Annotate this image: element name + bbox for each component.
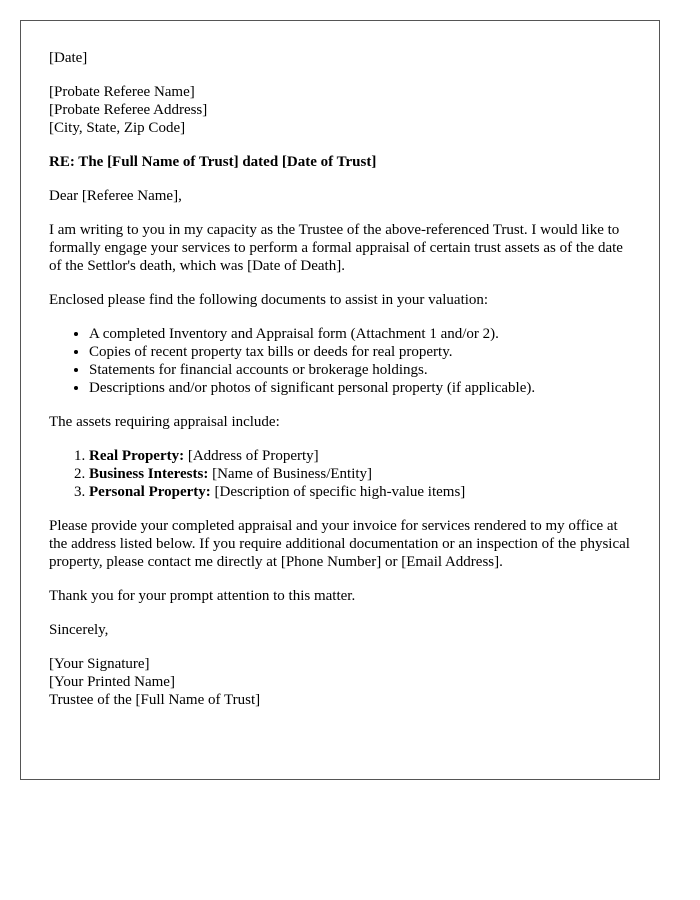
request-paragraph: Please provide your completed appraisal and your invoice for services rendered to my office at the address listed below. If you require additional documentation or an inspection of the physical property, please contact me directly at [Phone Number] or [Email Address]. (49, 518, 630, 570)
list-item (89, 465, 631, 483)
list-item (89, 447, 631, 465)
thanks-paragraph: Thank you for your prompt attention to this matter. (49, 588, 356, 604)
list-item: • Copies of recent property tax bills or deeds for real property. (89, 343, 631, 361)
salutation: Dear [Referee Name], (49, 188, 182, 204)
asset-label: Business Interests: (89, 466, 209, 482)
asset-label: Real Property: (89, 448, 185, 464)
letter-date: [Date] (49, 50, 88, 66)
documents-list (49, 325, 631, 397)
asset-label: Personal Property: (89, 484, 211, 500)
intro-paragraph: I am writing to you in my capacity as the Trustee of the above-referenced Trust. I would like to formally engage your services to perform a formal appraisal of certain trust assets as of the date of the Settlor's death, which was [Date of Death]. (49, 222, 623, 274)
list-item: • Statements for financial accounts or brokerage holdings. (89, 361, 631, 379)
recipient-city-state-zip: [City, State, Zip Code] (49, 120, 186, 136)
subject-line: RE: The [Full Name of Trust] dated [Date of Trust] (49, 154, 377, 170)
recipient-address: [Probate Referee Address] (49, 102, 208, 118)
signature: [Your Signature] (49, 656, 150, 672)
asset-value: [Address of Property] (184, 448, 319, 464)
list-item: • Descriptions and/or photos of significant personal property (if applicable). (89, 379, 631, 397)
closing: Sincerely, (49, 622, 109, 638)
assets-intro-paragraph: The assets requiring appraisal include: (49, 414, 280, 430)
asset-value: [Description of specific high-value items] (210, 484, 466, 500)
list-item (89, 483, 631, 501)
assets-list (49, 447, 631, 501)
printed-name: [Your Printed Name] (49, 674, 175, 690)
recipient-address-block (49, 83, 631, 137)
asset-value: [Name of Business/Entity] (208, 466, 373, 482)
enclosed-paragraph: Enclosed please find the following documents to assist in your valuation: (49, 292, 489, 308)
recipient-name: [Probate Referee Name] (49, 84, 195, 100)
list-item: • A completed Inventory and Appraisal form (Attachment 1 and/or 2). (89, 325, 631, 343)
signature-block (49, 655, 631, 709)
signer-title: Trustee of the [Full Name of Trust] (49, 692, 261, 708)
letter-page (20, 20, 660, 780)
